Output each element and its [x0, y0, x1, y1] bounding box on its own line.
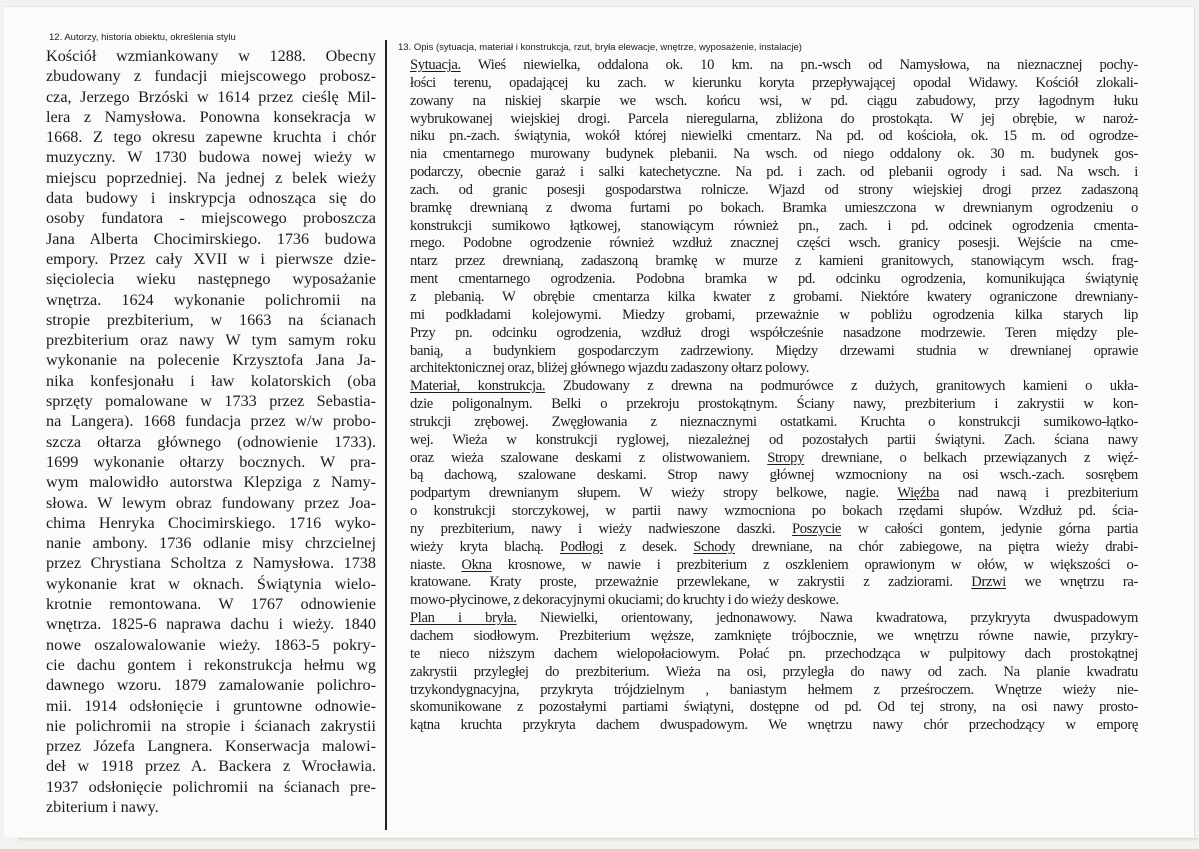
text-line: Plan i bryła. Niewielki, orientowany, jednonawowy. Nawa kwadratowa, przykryyta dwuspadowym	[410, 610, 1138, 627]
text-line: bramkę drewnianą z dwoma furtami po bokach. Bramka umieszczona w drewnianym ogrodzeniu o	[410, 199, 1138, 216]
description-text	[410, 57, 1138, 735]
text-line: wybrukowanej wiejskiej drogi. Parcela nieregularna, zbliżona do prostokąta. W jej obrębie, w naroż-	[410, 110, 1138, 127]
text-line: dawnego wzoru. 1879 zamalowanie polichro-	[46, 676, 376, 695]
text-line: mi podkładami kolejowymi. Miedzy grobami, przeważnie w pobliżu ogrodzenia kilka starych lip	[410, 306, 1138, 323]
text-line: lera z Namysłowa. Ponowna konsekracja w	[46, 107, 376, 126]
text-line: niaste. Okna krosnowe, w nawie i prezbiterium z oszkleniem oprawionym w ołów, w większości o-	[410, 556, 1138, 573]
text-line: ny prezbiterium, nawy i wieży nadwieszone daszki. Poszycie w całości gontem, jedynie górna partia	[410, 520, 1139, 537]
text-line: wykonanie na polecenie Krzysztofa Jana Ja-	[46, 351, 376, 370]
heading-sytuacja: Sytuacja.	[410, 57, 461, 73]
heading-stropy: Stropy	[767, 449, 805, 466]
text-line: nowe oszalowalowanie wieży. 1863-5 pokry-	[46, 635, 376, 654]
heading-drzwi: Drzwi	[971, 574, 1007, 591]
column-divider	[385, 40, 387, 830]
heading-okna: Okna	[461, 556, 492, 573]
text-line: wym malowidło autorstwa Klepziga z Namy-	[46, 473, 376, 492]
page-bottom-edge	[18, 838, 1198, 841]
text-line: deł w 1918 przez A. Backera z Wrocławia.	[46, 757, 376, 776]
text-line: sięciolecia wieku następnego wyposażanie	[46, 270, 376, 289]
text-line: podarczy, obecnie garaż i salki katechetyczne. Na pd. i zach. od plebanii ogrody i sad. Na wsch. i	[410, 164, 1138, 181]
heading-schody: Schody	[693, 538, 736, 555]
text-line: nika konfesjonału i ław kolatorskich (oba	[46, 371, 376, 390]
text-line: 1668. Z tego okresu zapewne kruchta i chór	[46, 128, 376, 147]
text-line: zowany na niskiej skarpie we wsch. końcu wsi, w pd. ciągu zabudowy, przy łagodnym łuku	[410, 92, 1138, 109]
text-line: krotnie remontowana. W 1767 odnowienie	[46, 595, 376, 614]
text-line: osoby fundatora - miejscowego proboszcza	[46, 209, 376, 228]
text-line: nie polichromii na stropie i ścianach zakrystii	[46, 716, 376, 735]
text-line: słowa. W lewym obraz fundowany przez Joa-	[46, 493, 376, 512]
text-line: Przy pn. odcinku ogrodzenia, wzdłuż drogi współcześnie nasadzone modrzewie. Teren między ple-	[410, 324, 1138, 341]
text-line: zakrystii przyległej do prezbiterium. Wieża na osi, przyległa do nawy od zach. Na planie kwadratu	[410, 663, 1138, 680]
heading-podlogi: Podłogi	[560, 538, 604, 555]
text-line: architektonicznej oraz, bliżej głównego wjazdu zadaszony ołtarz polowy.	[410, 360, 810, 377]
text-line: wieży kryta blachą. Podłogi z desek. Schody drewniane, na chór zabiegowe, na piętra wieży drabi-	[410, 538, 1138, 555]
text-line: cza, Jerzego Brzóski w 1614 przez cieślę Mil-	[46, 87, 376, 106]
text-line: dzie poligonalnym. Belki o przekroju prostokątnym. Ściany nawy, prezbiterium i zakrystii w kon-	[410, 396, 1138, 413]
text-line: konstrukcji sumikowo łątkowej, stanowiącym również pn., zach. i pd. odcinek ogrodzenia cmenta-	[410, 217, 1138, 234]
heading-poszycie: Poszycie	[791, 520, 842, 537]
text-line: trzykondygnacyjna, przykryta trójdzielnym , baniastym hełmem z prześroczem. Wnętrze wieży nie-	[410, 681, 1138, 698]
heading-plan: Plan i bryła.	[410, 610, 517, 627]
text-line: wej. Wieża w konstrukcji ryglowej, niezależnej od pozostałych partii świątyni. Zach. ściana nawy	[410, 431, 1138, 448]
text-line: data budowy i inskrypcja odnosząca się do	[46, 189, 376, 208]
description-section	[398, 42, 1188, 735]
text-line: łości terenu, opadającej ku zach. w kierunku koryta przepływającej opodal Widawy. Kościół zlokali-	[410, 74, 1138, 91]
text-line: Kościół wzmiankowany w 1288. Obecny	[46, 47, 376, 65]
text-line: nanie ambony. 1736 odlanie misy chrzcielnej	[46, 534, 376, 553]
text-line: miejscu poprzedniej. Na jednej z belek wieży	[46, 168, 376, 187]
text-line: chima Henryka Chocimirskiego. 1716 wyko-	[46, 513, 376, 532]
text-line: sprzęty pomalowane w 1733 przez Sebastia-	[46, 392, 376, 411]
text-line: wnętrza. 1825-6 naprawa dachu i wieży. 1840	[46, 615, 376, 634]
text-line: 1937 odsłonięcie polichromii na ścianach pre-	[46, 777, 376, 796]
text-line: muzyczny. W 1730 budowa nowej wieży w	[46, 148, 376, 167]
history-section	[46, 32, 376, 817]
text-line: przez Józefa Langnera. Konserwacja malowi-	[46, 737, 376, 756]
text-line: strukcji zrębowej. Zwęgłowania z nieznacznymi ostatkami. Kruchta o konstrukcji sumikowo-łątko-	[410, 413, 1138, 430]
description-section-header: 13. Opis (sytuacja, materiał i konstrukcja, rzut, bryła elewacje, wnętrze, wyposażenie, instalacje)	[398, 42, 802, 53]
text-line: ntarz przez drewnianą, zadaszoną bramkę w murze z kamieni granitowych, stanowiącym wsch. frag-	[410, 253, 1138, 270]
text-line: zach. od granic posesji gospodarstwa rolnicze. Wjazd od strony wiejskiej drogi przez zadaszoną	[410, 181, 1138, 198]
text-line: na Langera). 1668 fundacja przez w/w probo-	[46, 412, 376, 431]
text-line: skomunikowane z pozostałymi partiami świątyni, dostępne od pd. Od tej strony, na osi nawy prosto-	[410, 699, 1138, 716]
history-section-header: 12. Autorzy, historia obiektu, określenia stylu	[49, 32, 236, 43]
text-line: empory. Przez cały XVII w i pierwsze dzie-	[46, 249, 376, 268]
text-line: kratowane. Kraty proste, przeważnie przewlekane, w zakrystii z zadziorami. Drzwi we wnętrzu ra-	[410, 574, 1139, 591]
text-line: oraz wieża szalowane deskami z olistwowaniem. Stropy drewniane, o belkach przewiązanych z więź-	[410, 449, 1138, 466]
text-line: 1699 wykonanie ołtarzy bocznych. W pra-	[46, 452, 376, 471]
text-line: stropie prezbiterium, w 1663 na ścianach	[46, 310, 376, 329]
text-line: prezbiterium oraz nawy W tym samym roku	[46, 331, 376, 350]
text-line: banią, a budynkiem gospodarczym zadrzewiony. Między drzewami studnia w drewnianej oprawie	[410, 342, 1138, 359]
text-line: mii. 1914 odsłonięcie i gruntowne odnowie-	[46, 696, 376, 715]
text-line: kątna kruchta przykryta dachem dwuspadowym. We wnętrzu nawy chór przechodzący w emporę	[410, 717, 1138, 734]
text-line: o konstrukcji storczykowej, w partii nawy wzmocniona po bokach rzędami słupów. Wzdłuż pd. ścia-	[410, 503, 1138, 520]
text-line: te nieco niższym dachem wielopołaciowym. Połać pn. przechodząca w pulpitowy dach prostokątnej	[410, 645, 1138, 662]
text-line: rnego. Podobne ogrodzenie również wzdłuż znacznej części wsch. granicy posesji. Wejście na cme-	[410, 235, 1138, 252]
text-line: wnętrza. 1624 wykonanie polichromii na	[46, 290, 376, 309]
text-line: z plebanią. W obrębie cmentarza kilka kwater z grobami. Niektóre kwatery ograniczone drewniany-	[410, 288, 1138, 305]
text-line: zbiterium i nawy.	[46, 797, 159, 816]
text-line: bą dachową, szalowane deskami. Strop nawy głównej wzmocniony na osi wsch.-zach. sosrębem	[410, 467, 1138, 484]
text-line: podpartym drewnianym słupem. W wieży stropy belkowe, nagie. Więźba nad nawą i prezbiterium	[410, 485, 1139, 502]
heading-material: Materiał, konstrukcja.	[410, 378, 546, 395]
text-line: cie dachu gontem i rekonstrukcja hełmu wg	[46, 655, 376, 674]
text-line: niku pn.-zach. świątynia, wokół której niewielki cmentarz. Na pd. od kościoła, ok. 15 m. od ogrodze-	[410, 128, 1138, 145]
history-text	[46, 46, 376, 817]
text-line: przez Chrystiana Scholtza z Namysłowa. 1738	[46, 554, 376, 573]
text-line: Jana Alberta Chocimirskiego. 1736 budowa	[46, 229, 376, 248]
text-line: dachem siodłowym. Prezbiterium węższe, zamknięte trójbocznie, we wnętrzu równe nawie, przykry-	[410, 628, 1138, 644]
text-line: Materiał, konstrukcja. Zbudowany z drewna na podmurówce z dużych, granitowych kamieni o ukła-	[410, 378, 1138, 395]
text-line: Sytuacja. Wieś niewielka, oddalona ok. 10 km. na pn.-wsch od Namysłowa, na nieznacznej pochy-	[410, 57, 1138, 73]
text-line: wykonanie krat w oknach. Świątynia wielo-	[46, 574, 376, 593]
text-line: ment cmentarnego ogrodzenia. Podobna bramka w pd. odcinku ogrodzenia, komunikująca świątynię	[410, 271, 1138, 288]
text-line: mowo-płycinowe, z dekoracyjnymi okuciami; do kruchty i do wieży deskowe.	[410, 592, 839, 609]
heading-wiezba: Więźba	[897, 485, 940, 502]
text-line: zbudowany z fundacji miejscowego probosz-	[46, 67, 376, 86]
text-line: nia cmentarnego murowany budynek plebanii. Na wsch. od niego oddalony ok. 30 m. budynek gos-	[410, 146, 1138, 163]
text-line: szcza ołtarza głównego (odnowienie 1733).	[46, 432, 376, 451]
